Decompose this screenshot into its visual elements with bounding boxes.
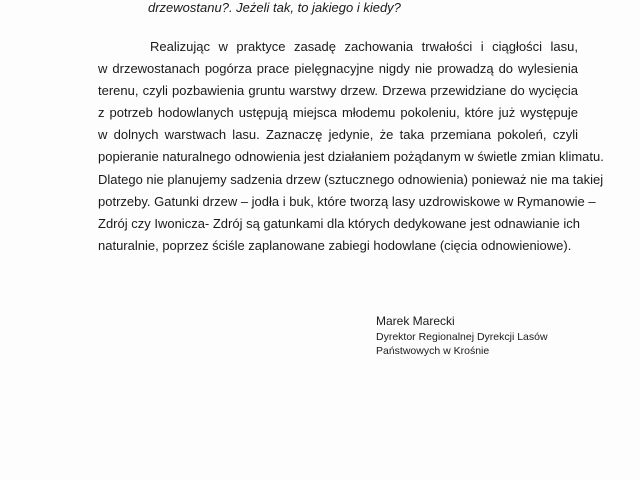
paragraph-line: w drzewostanach pogórza prace pielęgnacyjne nigdy nie prowadzą do wylesienia bbox=[98, 61, 578, 77]
paragraph-line: w dolnych warstwach lasu. Zaznaczę jedynie, że taka przemiana pokoleń, czyli bbox=[98, 127, 578, 143]
signatory-title-line-2: Państwowych w Krośnie bbox=[376, 345, 490, 357]
paragraph-line: Zdrój czy Iwonicza- Zdrój są gatunkami dla których dedykowane jest odnawianie ich bbox=[98, 215, 580, 231]
paragraph-line: terenu, czyli pozbawienia gruntu warstwy drzew. Drzewa przewidziane do wycięcia bbox=[98, 83, 578, 99]
body-paragraph bbox=[98, 36, 604, 257]
paragraph-line: naturalnie, poprzez ściśle zaplanowane zabiegi hodowlane (cięcia odnowieniowe). bbox=[98, 237, 572, 253]
paragraph-line: potrzeby. Gatunki drzew – jodła i buk, które tworzą lasy uzdrowiskowe w Rymanowie – bbox=[98, 193, 596, 209]
paragraph-line: z potrzeb hodowlanych ustępują miejsca młodemu pokoleniu, które już występuje bbox=[98, 105, 578, 121]
paragraph-line: Dlatego nie planujemy sadzenia drzew (sztucznego odnowienia) ponieważ nie ma takiej bbox=[98, 171, 604, 187]
paragraph-line: Realizując w praktyce zasadę zachowania trwałości i ciągłości lasu, bbox=[150, 39, 578, 54]
question-text: drzewostanu?. Jeżeli tak, to jakiego i kiedy? bbox=[148, 0, 401, 15]
signatory-name: Marek Marecki bbox=[376, 314, 455, 328]
signature-block bbox=[376, 312, 548, 358]
signatory-title-line-1: Dyrektor Regionalnej Dyrekcji Lasów bbox=[376, 331, 548, 343]
paragraph-line: popieranie naturalnego odnowienia jest działaniem pożądanym w świetle zmian klimatu. bbox=[98, 149, 604, 165]
